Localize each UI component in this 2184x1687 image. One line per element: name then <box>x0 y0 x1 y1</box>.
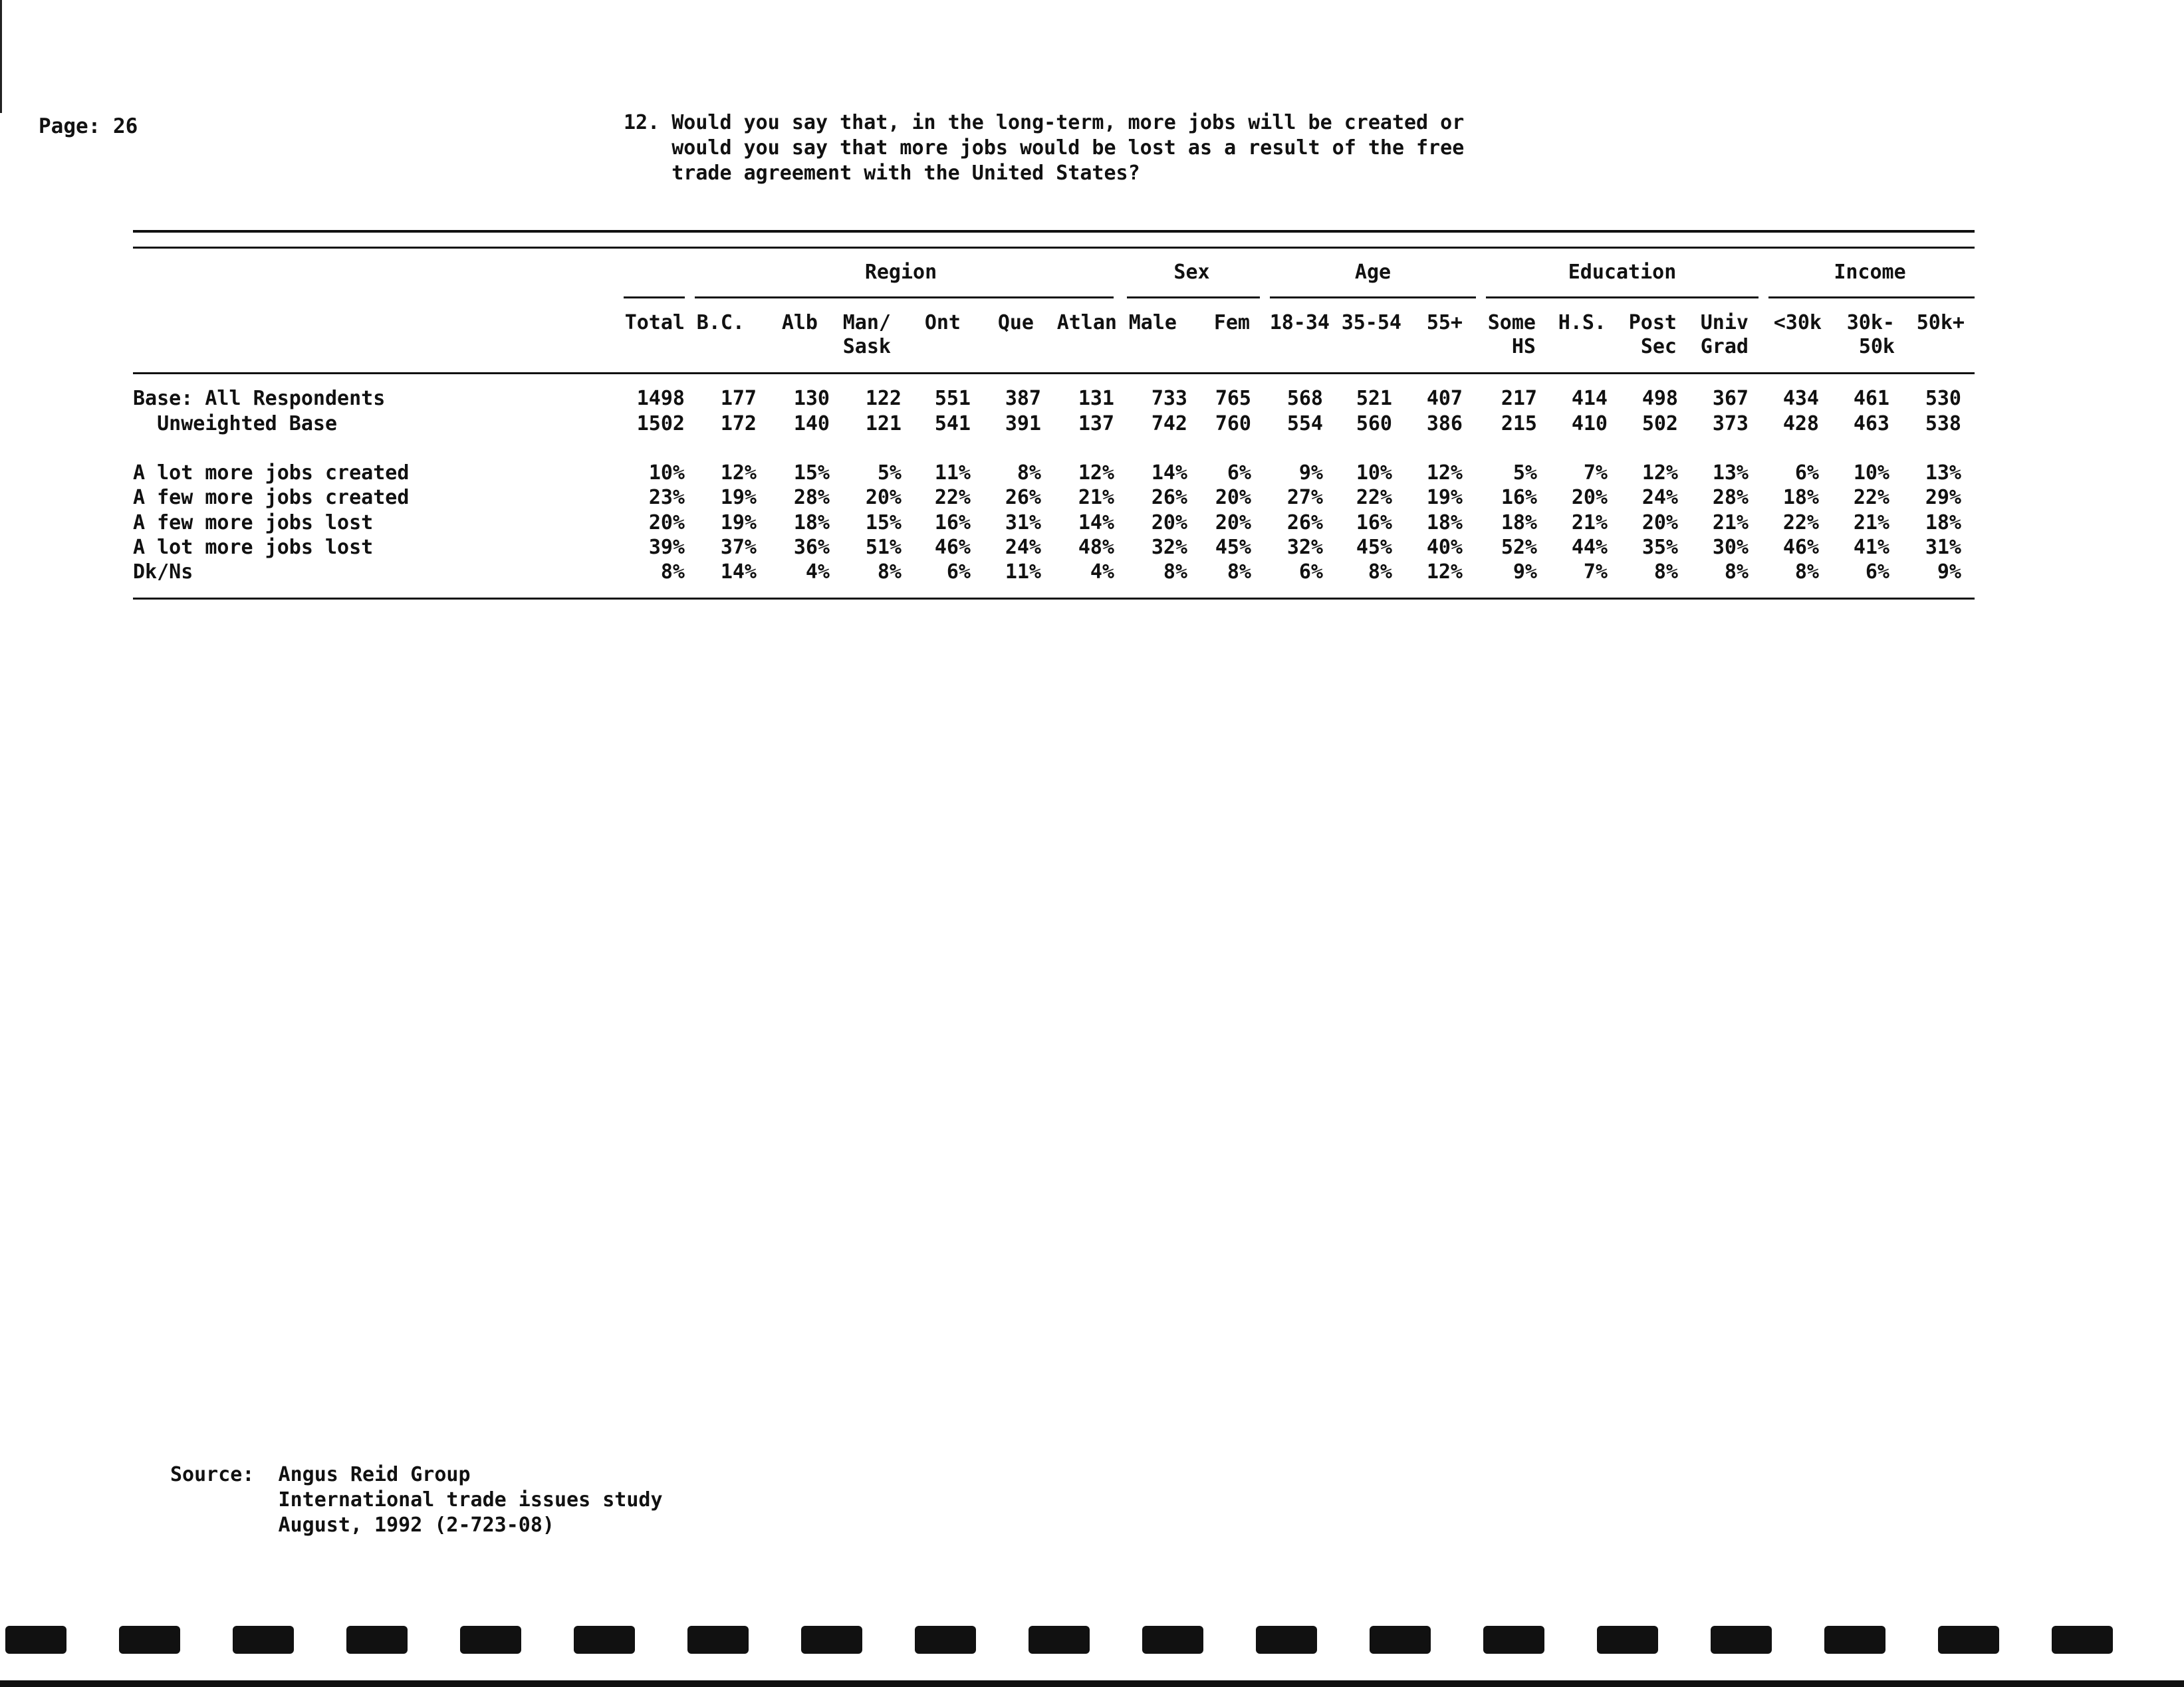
table-cell: 9% <box>1298 461 1323 485</box>
table-cell: 18% <box>1501 511 1537 534</box>
border-dash <box>119 1626 180 1654</box>
table-cell: 14% <box>1151 461 1187 485</box>
table-cell: 1502 <box>636 412 685 435</box>
table-cell: 12% <box>1641 461 1678 485</box>
table-cell: 10% <box>1853 461 1889 485</box>
table-cell: 44% <box>1571 536 1608 559</box>
table-cell: 23% <box>648 486 685 509</box>
table-cell: 20% <box>1641 511 1678 534</box>
table-cell: 26% <box>1005 486 1041 509</box>
border-dash <box>1029 1626 1090 1654</box>
table-cell: 32% <box>1286 536 1323 559</box>
table-cell: 20% <box>1571 486 1608 509</box>
col-header-post-sec: Post Sec <box>1628 311 1677 358</box>
table-cell: 6% <box>1865 560 1889 584</box>
table-bottom-rule <box>133 598 1975 600</box>
table-cell: 760 <box>1215 412 1251 435</box>
table-cell: 217 <box>1501 387 1537 410</box>
col-header-total: Total <box>624 311 685 334</box>
table-cell: 21% <box>1571 511 1608 534</box>
border-dash <box>1597 1626 1658 1654</box>
table-cell: 461 <box>1853 387 1889 410</box>
table-cell: 8% <box>660 560 685 584</box>
table-cell: 28% <box>793 486 830 509</box>
col-header-univ-grad: Univ Grad <box>1700 311 1749 358</box>
table-cell: 7% <box>1583 560 1608 584</box>
table-cell: 21% <box>1853 511 1889 534</box>
table-cell: 122 <box>865 387 902 410</box>
table-cell: 131 <box>1078 387 1114 410</box>
border-dash <box>1142 1626 1203 1654</box>
total-underline <box>624 296 685 298</box>
border-dash <box>1711 1626 1772 1654</box>
table-top-rule-2 <box>133 247 1975 249</box>
table-cell: 8% <box>1163 560 1187 584</box>
border-dash <box>1483 1626 1544 1654</box>
table-cell: 6% <box>1298 560 1323 584</box>
table-cell: 30% <box>1712 536 1749 559</box>
table-cell: 373 <box>1712 412 1749 435</box>
header-bottom-rule <box>133 372 1975 374</box>
table-cell: 29% <box>1925 486 1961 509</box>
table-cell: 11% <box>934 461 971 485</box>
table-cell: 8% <box>1653 560 1678 584</box>
table-cell: 434 <box>1782 387 1819 410</box>
table-cell: 463 <box>1853 412 1889 435</box>
page-number: Page: 26 <box>39 114 138 138</box>
table-cell: 140 <box>793 412 830 435</box>
border-dash <box>1824 1626 1885 1654</box>
group-header-sex: Sex <box>1173 261 1210 284</box>
table-cell: 39% <box>648 536 685 559</box>
table-cell: 742 <box>1151 412 1187 435</box>
table-cell: 24% <box>1641 486 1678 509</box>
table-cell: 9% <box>1513 560 1537 584</box>
group-underline-age <box>1270 296 1476 298</box>
table-cell: 9% <box>1937 560 1961 584</box>
table-cell: 502 <box>1641 412 1678 435</box>
table-cell: 410 <box>1571 412 1608 435</box>
col-header-hs: H.S. <box>1558 311 1606 334</box>
col-header-lt30k: <30k <box>1773 311 1822 334</box>
border-dash <box>1370 1626 1431 1654</box>
table-cell: 130 <box>793 387 830 410</box>
table-cell: 137 <box>1078 412 1114 435</box>
table-cell: 20% <box>1215 511 1251 534</box>
table-cell: 541 <box>934 412 971 435</box>
table-top-rule <box>133 230 1975 233</box>
col-header-alb: Alb <box>781 311 818 334</box>
table-cell: 5% <box>877 461 902 485</box>
table-cell: 121 <box>865 412 902 435</box>
table-cell: 31% <box>1925 536 1961 559</box>
table-cell: 10% <box>648 461 685 485</box>
table-cell: 6% <box>946 560 971 584</box>
table-cell: 41% <box>1853 536 1889 559</box>
question-text: 12. Would you say that, in the long-term, more jobs will be created or would you say that more jobs would be lost as a result of the free trade agreement with the United States? <box>624 111 1465 185</box>
group-underline-region <box>695 296 1114 298</box>
table-cell: 391 <box>1005 412 1041 435</box>
group-underline-sex <box>1127 296 1260 298</box>
col-header-atlan: Atlan <box>1056 311 1117 334</box>
col-header-18-34: 18-34 <box>1269 311 1330 334</box>
col-header-some-hs: Some HS <box>1487 311 1536 358</box>
border-dash <box>2052 1626 2113 1654</box>
border-dash <box>687 1626 749 1654</box>
table-cell: 22% <box>1853 486 1889 509</box>
table-cell: 551 <box>934 387 971 410</box>
table-cell: 45% <box>1356 536 1392 559</box>
col-header-male: Male <box>1128 311 1177 334</box>
table-cell: 20% <box>1215 486 1251 509</box>
row-label-few-created: A few more jobs created <box>133 486 410 509</box>
col-header-fem: Fem <box>1213 311 1250 334</box>
table-cell: 15% <box>865 511 902 534</box>
table-cell: 18% <box>1426 511 1463 534</box>
table-cell: 15% <box>793 461 830 485</box>
table-cell: 32% <box>1151 536 1187 559</box>
table-cell: 13% <box>1712 461 1749 485</box>
border-dash <box>915 1626 976 1654</box>
row-label-dkns: Dk/Ns <box>133 560 193 584</box>
table-cell: 14% <box>720 560 757 584</box>
border-dash <box>1938 1626 1999 1654</box>
table-cell: 20% <box>1151 511 1187 534</box>
table-cell: 18% <box>1925 511 1961 534</box>
table-cell: 20% <box>865 486 902 509</box>
table-cell: 387 <box>1005 387 1041 410</box>
row-label-few-lost: A few more jobs lost <box>133 511 374 534</box>
table-cell: 24% <box>1005 536 1041 559</box>
col-header-ont: Ont <box>924 311 961 334</box>
table-cell: 48% <box>1078 536 1114 559</box>
table-cell: 12% <box>1426 560 1463 584</box>
scan-edge-mark <box>0 0 2 113</box>
group-header-income: Income <box>1834 261 1906 284</box>
scan-bottom-edge <box>0 1680 2184 1687</box>
table-cell: 18% <box>793 511 830 534</box>
table-cell: 8% <box>1724 560 1749 584</box>
border-dash <box>574 1626 635 1654</box>
table-cell: 20% <box>648 511 685 534</box>
table-cell: 31% <box>1005 511 1041 534</box>
border-dash <box>5 1626 66 1654</box>
table-cell: 215 <box>1501 412 1537 435</box>
table-cell: 27% <box>1286 486 1323 509</box>
table-cell: 554 <box>1286 412 1323 435</box>
table-cell: 11% <box>1005 560 1041 584</box>
table-cell: 26% <box>1151 486 1187 509</box>
group-header-education: Education <box>1568 261 1677 284</box>
col-header-bc: B.C. <box>696 311 745 334</box>
table-cell: 13% <box>1925 461 1961 485</box>
col-header-que: Que <box>997 311 1034 334</box>
table-cell: 45% <box>1215 536 1251 559</box>
table-cell: 37% <box>720 536 757 559</box>
table-cell: 530 <box>1925 387 1961 410</box>
table-cell: 7% <box>1583 461 1608 485</box>
table-cell: 16% <box>1501 486 1537 509</box>
border-dash <box>460 1626 521 1654</box>
table-cell: 568 <box>1286 387 1323 410</box>
border-dash <box>346 1626 408 1654</box>
table-cell: 18% <box>1782 486 1819 509</box>
table-cell: 26% <box>1286 511 1323 534</box>
col-header-55plus: 55+ <box>1426 311 1463 334</box>
table-cell: 40% <box>1426 536 1463 559</box>
table-cell: 35% <box>1641 536 1678 559</box>
table-cell: 14% <box>1078 511 1114 534</box>
table-cell: 367 <box>1712 387 1749 410</box>
group-underline-income <box>1768 296 1975 298</box>
table-cell: 560 <box>1356 412 1392 435</box>
table-cell: 1498 <box>636 387 685 410</box>
table-cell: 22% <box>1356 486 1392 509</box>
table-cell: 4% <box>1090 560 1114 584</box>
table-cell: 414 <box>1571 387 1608 410</box>
border-dash <box>233 1626 294 1654</box>
table-cell: 19% <box>1426 486 1463 509</box>
border-dash <box>801 1626 862 1654</box>
table-cell: 16% <box>1356 511 1392 534</box>
table-cell: 8% <box>1368 560 1392 584</box>
table-cell: 538 <box>1925 412 1961 435</box>
table-cell: 5% <box>1513 461 1537 485</box>
table-cell: 733 <box>1151 387 1187 410</box>
col-header-man-sask: Man/ Sask <box>842 311 891 358</box>
table-cell: 6% <box>1794 461 1819 485</box>
table-cell: 765 <box>1215 387 1251 410</box>
row-label-base: Base: All Respondents <box>133 387 386 410</box>
table-cell: 10% <box>1356 461 1392 485</box>
table-cell: 407 <box>1426 387 1463 410</box>
col-header-30k-50k: 30k- 50k <box>1846 311 1895 358</box>
table-cell: 36% <box>793 536 830 559</box>
table-cell: 51% <box>865 536 902 559</box>
border-dash <box>1256 1626 1317 1654</box>
table-cell: 521 <box>1356 387 1392 410</box>
group-header-region: Region <box>864 261 937 284</box>
table-cell: 52% <box>1501 536 1537 559</box>
table-cell: 22% <box>1782 511 1819 534</box>
table-cell: 172 <box>720 412 757 435</box>
table-cell: 22% <box>934 486 971 509</box>
table-cell: 12% <box>1426 461 1463 485</box>
table-cell: 6% <box>1227 461 1251 485</box>
table-cell: 46% <box>934 536 971 559</box>
table-cell: 8% <box>1794 560 1819 584</box>
table-cell: 19% <box>720 486 757 509</box>
table-cell: 21% <box>1712 511 1749 534</box>
group-underline-education <box>1486 296 1759 298</box>
table-cell: 12% <box>720 461 757 485</box>
table-cell: 28% <box>1712 486 1749 509</box>
table-cell: 4% <box>805 560 830 584</box>
table-cell: 177 <box>720 387 757 410</box>
table-cell: 8% <box>1227 560 1251 584</box>
table-cell: 46% <box>1782 536 1819 559</box>
table-cell: 386 <box>1426 412 1463 435</box>
table-cell: 8% <box>1017 461 1041 485</box>
table-cell: 498 <box>1641 387 1678 410</box>
col-header-35-54: 35-54 <box>1341 311 1401 334</box>
table-cell: 8% <box>877 560 902 584</box>
row-label-unweighted: Unweighted Base <box>133 412 338 435</box>
row-label-lot-lost: A lot more jobs lost <box>133 536 374 559</box>
table-cell: 21% <box>1078 486 1114 509</box>
source-note: Source: Angus Reid Group International trade issues study August, 1992 (2-723-08) <box>170 1463 663 1537</box>
table-cell: 16% <box>934 511 971 534</box>
table-cell: 19% <box>720 511 757 534</box>
table-cell: 12% <box>1078 461 1114 485</box>
col-header-50kplus: 50k+ <box>1916 311 1965 334</box>
table-cell: 428 <box>1782 412 1819 435</box>
row-label-lot-created: A lot more jobs created <box>133 461 410 485</box>
group-header-age: Age <box>1354 261 1392 284</box>
